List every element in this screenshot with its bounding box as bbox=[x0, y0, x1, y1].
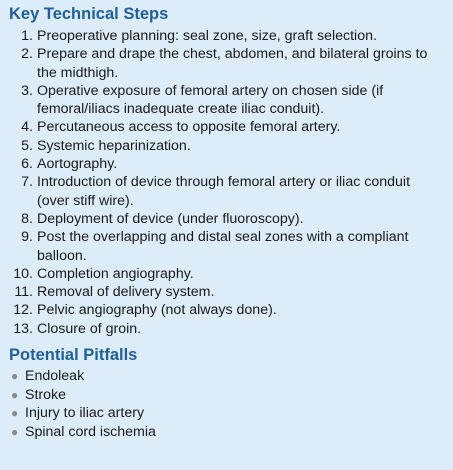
step-text: Preoperative planning: seal zone, size, graft selection. bbox=[37, 28, 377, 44]
step-text: Systemic heparinization. bbox=[37, 137, 191, 154]
step-item bbox=[9, 228, 443, 265]
pitfall-item bbox=[9, 386, 443, 405]
step-item bbox=[9, 283, 443, 301]
step-item bbox=[9, 27, 443, 45]
step-item bbox=[9, 82, 443, 119]
step-number: 11. bbox=[14, 284, 33, 301]
step-item bbox=[9, 173, 443, 210]
step-item bbox=[9, 45, 443, 82]
pitfalls-list bbox=[9, 367, 443, 441]
step-text: Closure of groin. bbox=[37, 320, 142, 337]
bullet-icon: ● bbox=[11, 406, 19, 421]
pitfall-text: Stroke bbox=[25, 386, 67, 403]
step-text: Aortography. bbox=[37, 156, 118, 173]
step-item bbox=[9, 320, 443, 338]
step-text: Introduction of device through femoral artery or iliac conduit (over stiff wire). bbox=[37, 174, 411, 209]
step-text: Pelvic angiography (not always done). bbox=[37, 302, 277, 319]
key-steps-list bbox=[9, 27, 443, 338]
step-item bbox=[9, 155, 443, 173]
bullet-icon: ● bbox=[11, 424, 19, 439]
step-item bbox=[9, 265, 443, 283]
pitfall-text: Spinal cord ischemia bbox=[25, 423, 156, 440]
step-text: Completion angiography. bbox=[37, 265, 194, 282]
step-number: 6. bbox=[21, 156, 33, 173]
step-item bbox=[9, 137, 443, 155]
step-item bbox=[9, 301, 443, 319]
pitfall-item bbox=[9, 367, 443, 386]
step-item bbox=[9, 118, 443, 136]
step-number: 8. bbox=[21, 210, 33, 227]
step-text: Prepare and drape the chest, abdomen, and bilateral groins to the midthigh. bbox=[37, 46, 428, 81]
step-number: 7. bbox=[21, 174, 33, 191]
step-text: Deployment of device (under fluoroscopy). bbox=[37, 210, 304, 227]
step-text: Removal of delivery system. bbox=[37, 284, 215, 301]
pitfall-text: Injury to iliac artery bbox=[25, 405, 145, 422]
step-item bbox=[9, 210, 443, 228]
pitfall-item bbox=[9, 423, 443, 442]
step-number: 5. bbox=[21, 137, 33, 154]
step-number: 2. bbox=[21, 46, 33, 63]
pitfalls-heading: Potential Pitfalls bbox=[9, 346, 138, 365]
step-number: 10. bbox=[13, 265, 33, 282]
pitfall-text: Endoleak bbox=[25, 368, 85, 385]
key-steps-heading: Key Technical Steps bbox=[9, 5, 169, 23]
step-number: 3. bbox=[21, 82, 33, 99]
step-text: Percutaneous access to opposite femoral artery. bbox=[37, 119, 341, 136]
bullet-icon: ● bbox=[11, 369, 19, 384]
step-number: 1. bbox=[21, 28, 33, 44]
bullet-icon: ● bbox=[11, 387, 19, 402]
step-number: 13. bbox=[13, 320, 33, 337]
step-number: 4. bbox=[21, 119, 33, 136]
step-text: Post the overlapping and distal seal zones with a compliant balloon. bbox=[37, 229, 409, 264]
step-text: Operative exposure of femoral artery on chosen side (if femoral/iliacs inadequate create iliac conduit). bbox=[37, 82, 384, 118]
step-number: 9. bbox=[21, 229, 33, 246]
step-number: 12. bbox=[13, 302, 33, 319]
pitfall-item bbox=[9, 404, 443, 423]
